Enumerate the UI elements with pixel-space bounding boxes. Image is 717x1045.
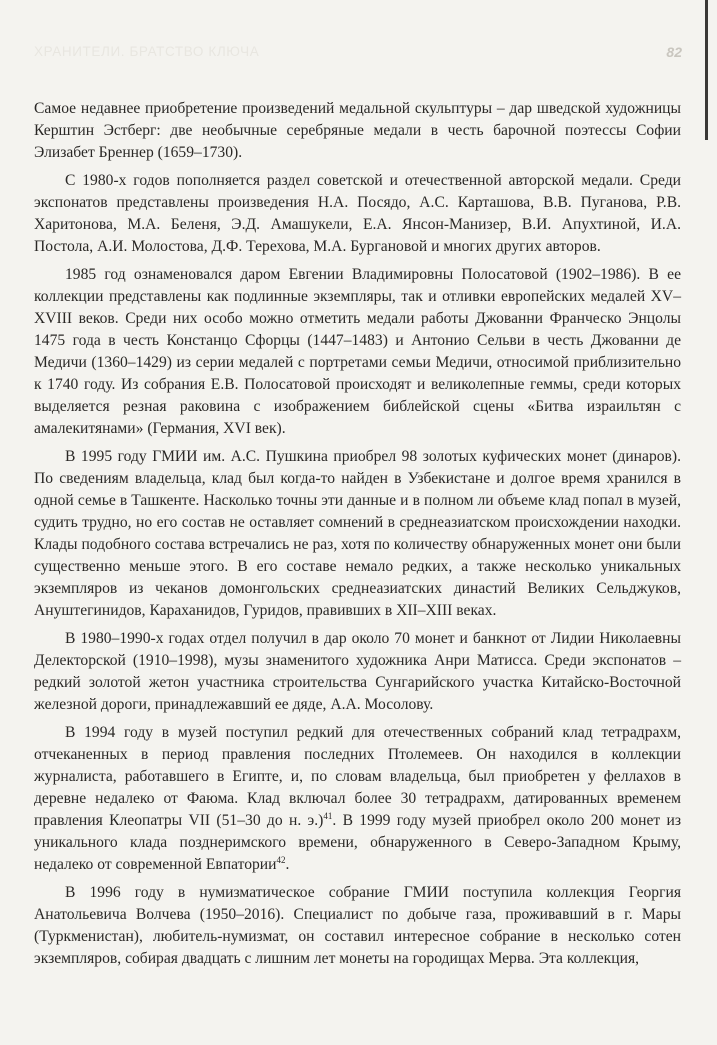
paragraph-text: Самое недавнее приобретение произведений медальной скульптуры – дар шведской художницы Керштин Эстберг: две необычные серебряные медали в честь барочной поэтессы Софии Элизабет Бреннер (1659–1730). [34,100,681,161]
paragraph-6 [34,722,681,876]
page-number: 82 [666,44,682,60]
page-header [34,40,682,64]
paragraph-text: В 1996 году в нумизматическое собрание ГМИИ поступила коллекция Георгия Анатольевича Волчева (1950–2016). Специалист по добыче газа, проживавший в г. Мары (Туркменистан), любитель-нумизмат, он составил интересное собрание в несколько сотен экземпляров, собирая двадцать с лишним лет монеты на городищах Мерва. Эта коллекция, [34,884,681,967]
paragraph-5 [34,628,681,716]
paragraph-text: В 1980–1990-х годах отдел получил в дар около 70 монет и банкнот от Лидии Николаевны Делекторской (1910–1998), музы знаменитого художника Анри Матисса. Среди экспонатов – редкий золотой жетон участника строительства Сунгарийского участка Китайско-Восточной железной дороги, принадлежавший ее дяде, А.А. Мосолову. [34,630,681,713]
footnote-ref-42: 42 [276,854,286,865]
footnote-ref-41: 41 [323,810,333,821]
paragraph-3 [34,264,681,440]
paragraph-text: С 1980-х годов пополняется раздел советской и отечественной авторской медали. Среди экспонатов представлены произведения Н.А. Посядо, А.С. Карташова, В.В. Пуганова, Р.В. Харитонова, М.А. Беленя, Э.Д. Амашукели, Е.А. Янсон-Манизер, В.И. Апухтиной, И.А. Постола, А.И. Молостова, Д.Ф. Терехова, М.А. Бургановой и многих других авторов. [34,172,681,255]
scan-edge-mark [705,0,708,140]
paragraph-text: В 1995 году ГМИИ им. А.С. Пушкина приобрел 98 золотых куфических монет (динаров). По сведениям владельца, клад был когда-то найден в Узбекистане и долгое время хранился в одной семье в Ташкенте. Насколько точны эти данные и в полном ли объеме клад попал в музей, судить трудно, но его состав не оставляет сомнений в среднеазиатском происхождении находки. Клады подобного состава встречались не раз, хотя по количеству обнаруженных монет они были существенно меньше этого. В его составе немало редких, а также несколько уникальных экземпляров из чеканов домонгольских среднеазиатских династий Великих Сельджуков, Ануштегинидов, Караханидов, Гуридов, правивших в XII–XIII веках. [34,448,681,619]
paragraph-1 [34,98,681,164]
paragraph-2 [34,170,681,258]
body-text [34,98,681,976]
paragraph-text: 1985 год ознаменовался даром Евгении Владимировны Полосатовой (1902–1986). В ее коллекции представлены как подлинные экземпляры, так и отливки европейских медалей XV–XVIII веков. Среди них особо можно отметить медали работы Джованни Франческо Энцолы 1475 года в честь Констанцо Сфорцы (1447–1483) и Антонио Сельви в честь Джованни де Медичи (1360–1429) из серии медалей с портретами семьи Медичи, относимой приблизительно к 1740 году. Из собрания Е.В. Полосатовой происходят и великолепные геммы, среди которых выделяется резная раковина с изображением библейской сцены «Битва израильтян с амалекитянами» (Германия, XVI век). [34,266,681,437]
running-title: ХРАНИТЕЛИ. БРАТСТВО КЛЮЧА [34,44,260,59]
paragraph-text: . В 1999 году музей приобрел около 200 монет из уникального клада позднеримского времени, обнаруженного в Северо-Западном Крыму, недалеко от современной Евпатории [34,812,681,873]
paragraph-7 [34,882,681,970]
paragraph-text: В 1994 году в музей поступил редкий для отечественных собраний клад тетрадрахм, отчеканенных в период правления последних Птолемеев. Он находился в коллекции журналиста, работавшего в Египте, и, по словам владельца, был приобретен у феллахов в деревне недалеко от Фаюма. Клад включал более 30 тетрадрахм, датированных временем правления Клеопатры VII (51–30 до н. э.) [34,724,681,829]
paragraph-4 [34,446,681,622]
paragraph-text: . [285,856,290,873]
